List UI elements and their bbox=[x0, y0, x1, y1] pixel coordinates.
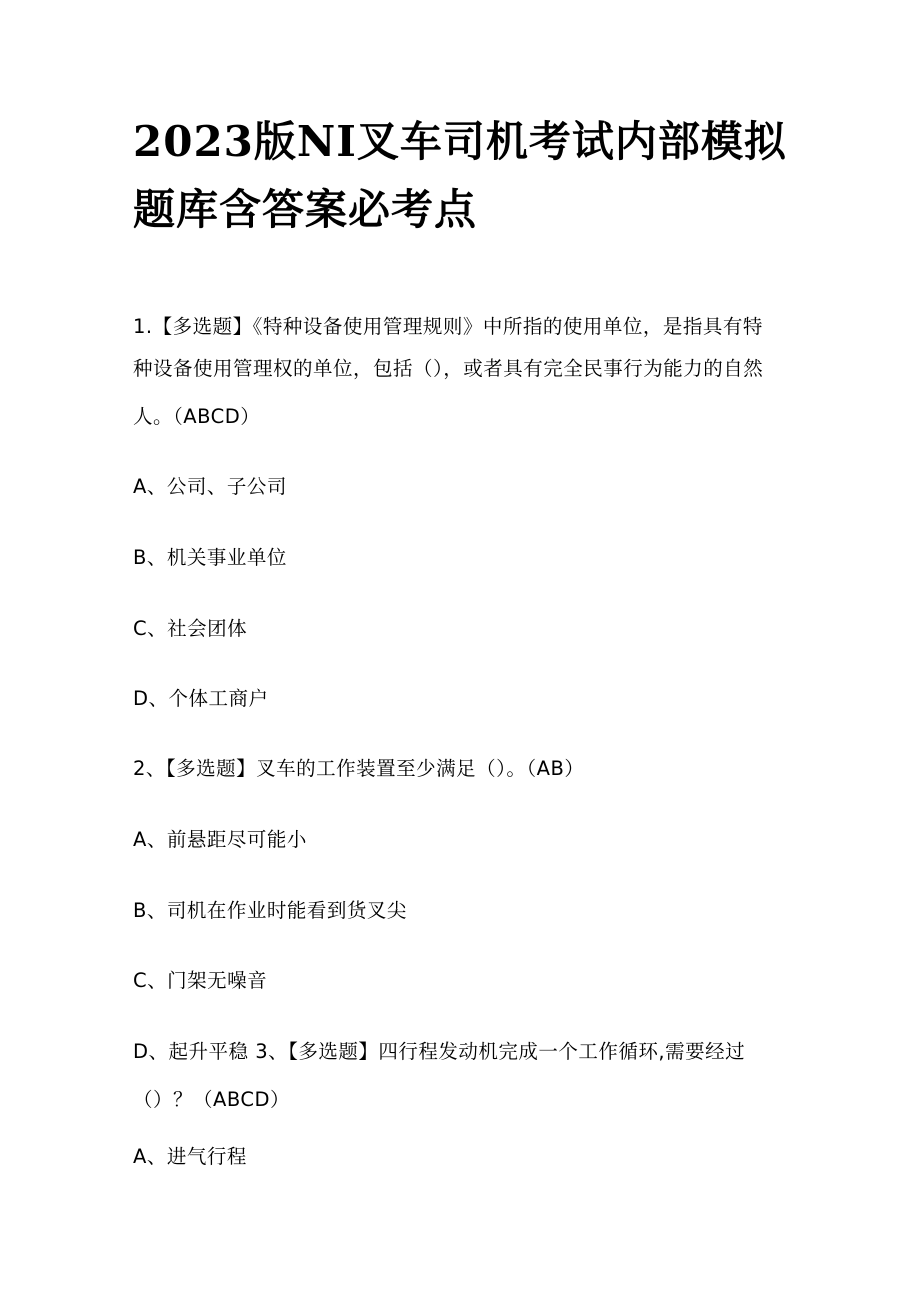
question-1-option-a: A、公司、子公司 bbox=[133, 475, 287, 498]
question-1-option-d: D、个体工商户 bbox=[133, 687, 269, 710]
question-1-line-3: 人。（ABCD） bbox=[133, 405, 261, 428]
question-2-option-a: A、前悬距尽可能小 bbox=[133, 828, 307, 851]
question-1-line-2: 种设备使用管理权的单位，包括（），或者具有完全民事行为能力的自然 bbox=[133, 357, 764, 380]
question-1-option-c: C、社会团体 bbox=[133, 617, 248, 640]
question-2-line-1: 2、【多选题】叉车的工作装置至少满足（）。（AB） bbox=[133, 757, 585, 780]
question-2-option-c: C、门架无噪音 bbox=[133, 969, 268, 992]
question-1-option-b: B、机关事业单位 bbox=[133, 546, 287, 569]
question-3-option-a: A、进气行程 bbox=[133, 1145, 247, 1168]
title-line-2: 题库含答案必考点 bbox=[133, 185, 478, 234]
document-title bbox=[133, 108, 793, 244]
question-3-line-2: （）？（ABCD） bbox=[133, 1088, 291, 1111]
question-2-option-d-question-3-line-1: D、起升平稳 3、【多选题】四行程发动机完成一个工作循环,需要经过 bbox=[133, 1040, 746, 1063]
question-1-line-1: 1.【多选题】《特种设备使用管理规则》中所指的使用单位，是指具有特 bbox=[133, 315, 763, 338]
question-2-option-b: B、司机在作业时能看到货叉尖 bbox=[133, 899, 407, 922]
title-line-1: 2023版NI叉车司机考试内部模拟 bbox=[133, 117, 787, 166]
